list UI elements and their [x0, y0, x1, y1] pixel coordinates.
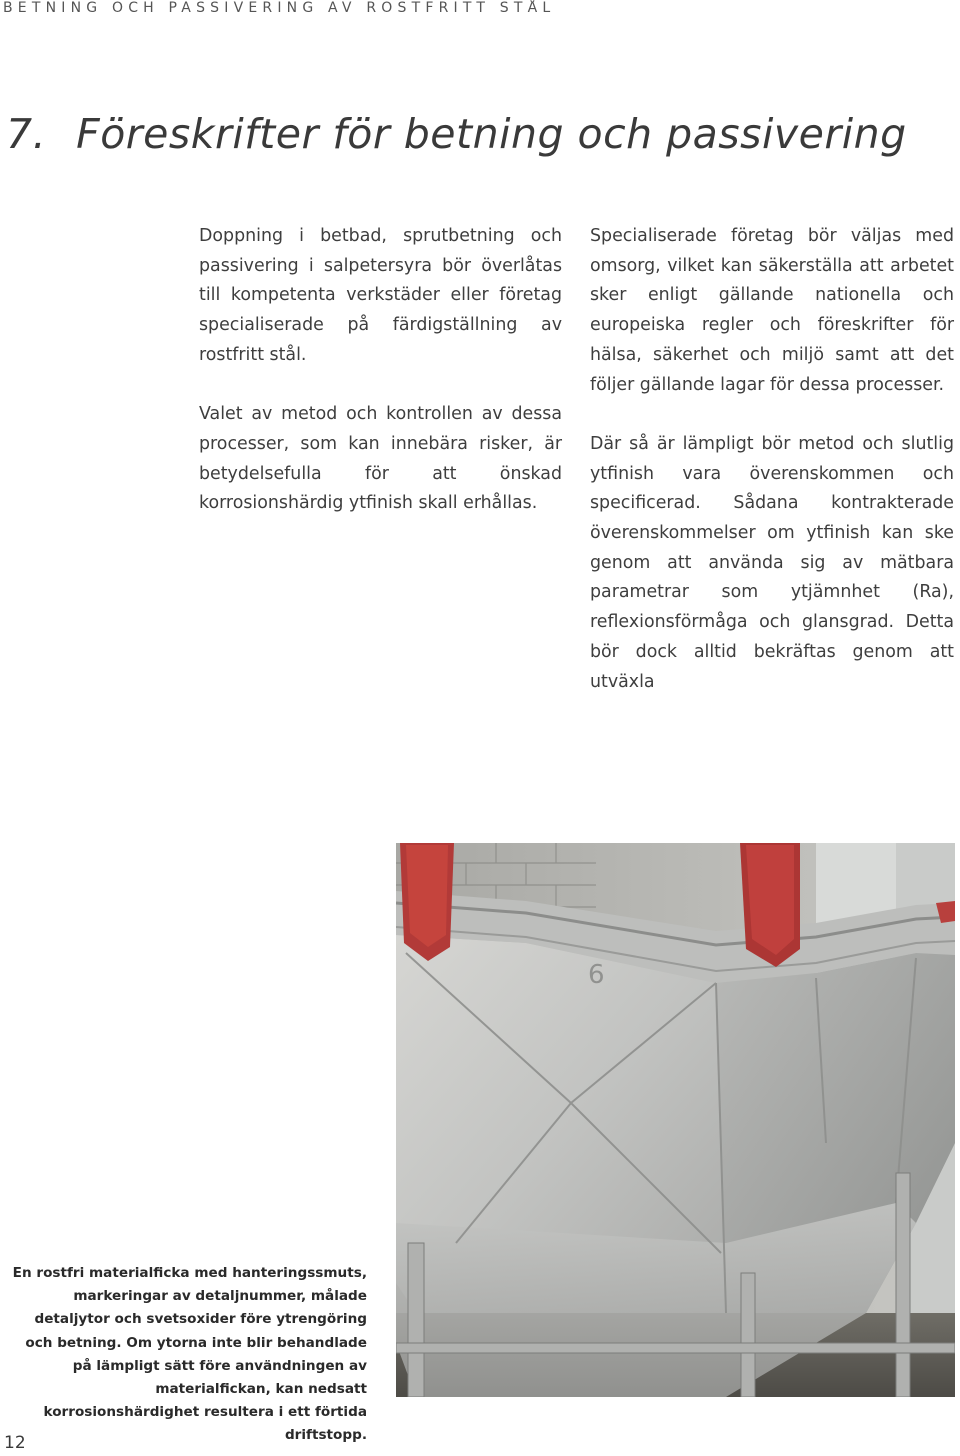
right-paragraph-1: Specialiserade företag bör väljas med omsorg, vilket kan säkerställa att arbetet sker enligt gällande nationella och europeiska regler och föreskrifter för hälsa, säkerhet och miljö samt att det följer gällande lagar för dessa processer. [590, 226, 954, 395]
chapter-title [6, 110, 907, 158]
left-text-column [199, 222, 562, 519]
hopper-photo [396, 843, 955, 1397]
chapter-title-text: Föreskrifter för betning och passivering [76, 110, 907, 158]
right-text-column [590, 222, 954, 697]
page-number: 12 [4, 1433, 26, 1453]
hopper-photo-image [396, 843, 955, 1397]
running-header: BETNING OCH PASSIVERING AV ROSTFRITT STÅL [3, 0, 556, 16]
left-paragraph-1: Doppning i betbad, sprutbetning och passivering i salpetersyra bör överlåtas till kompetenta verkstäder eller företag specialiserade på färdigställning av rostfritt stål. [199, 226, 562, 365]
caption-text: En rostfri materialficka med hanteringssmuts, markeringar av detaljnummer, målade detaljytor och svetsoxider före ytrengöring och betning. Om ytorna inte blir behandlade på lämpligt sätt före användningen av materialfickan, kan nedsatt korrosionshärdighet resultera i ett förtida driftstopp. [12, 1265, 367, 1444]
chapter-number: 7. [6, 110, 47, 158]
right-paragraph-2: Där så är lämpligt bör metod och slutlig ytfinish vara överenskommen och specificerad. Sådana kontrakterade överenskommelser om ytfinish kan ske genom att använda sig av mätbara parametrar som ytjämnhet (Ra), reflexionsförmåga och glansgrad. Detta bör dock alltid bekräftas genom att utväxla [590, 433, 954, 692]
photo-caption [5, 1262, 367, 1448]
left-paragraph-2: Valet av metod och kontrollen av dessa processer, som kan innebära risker, är betydelsefulla för att önskad korrosionshärdig ytfinish skall erhållas. [199, 404, 562, 514]
svg-text:6: 6 [588, 960, 605, 990]
